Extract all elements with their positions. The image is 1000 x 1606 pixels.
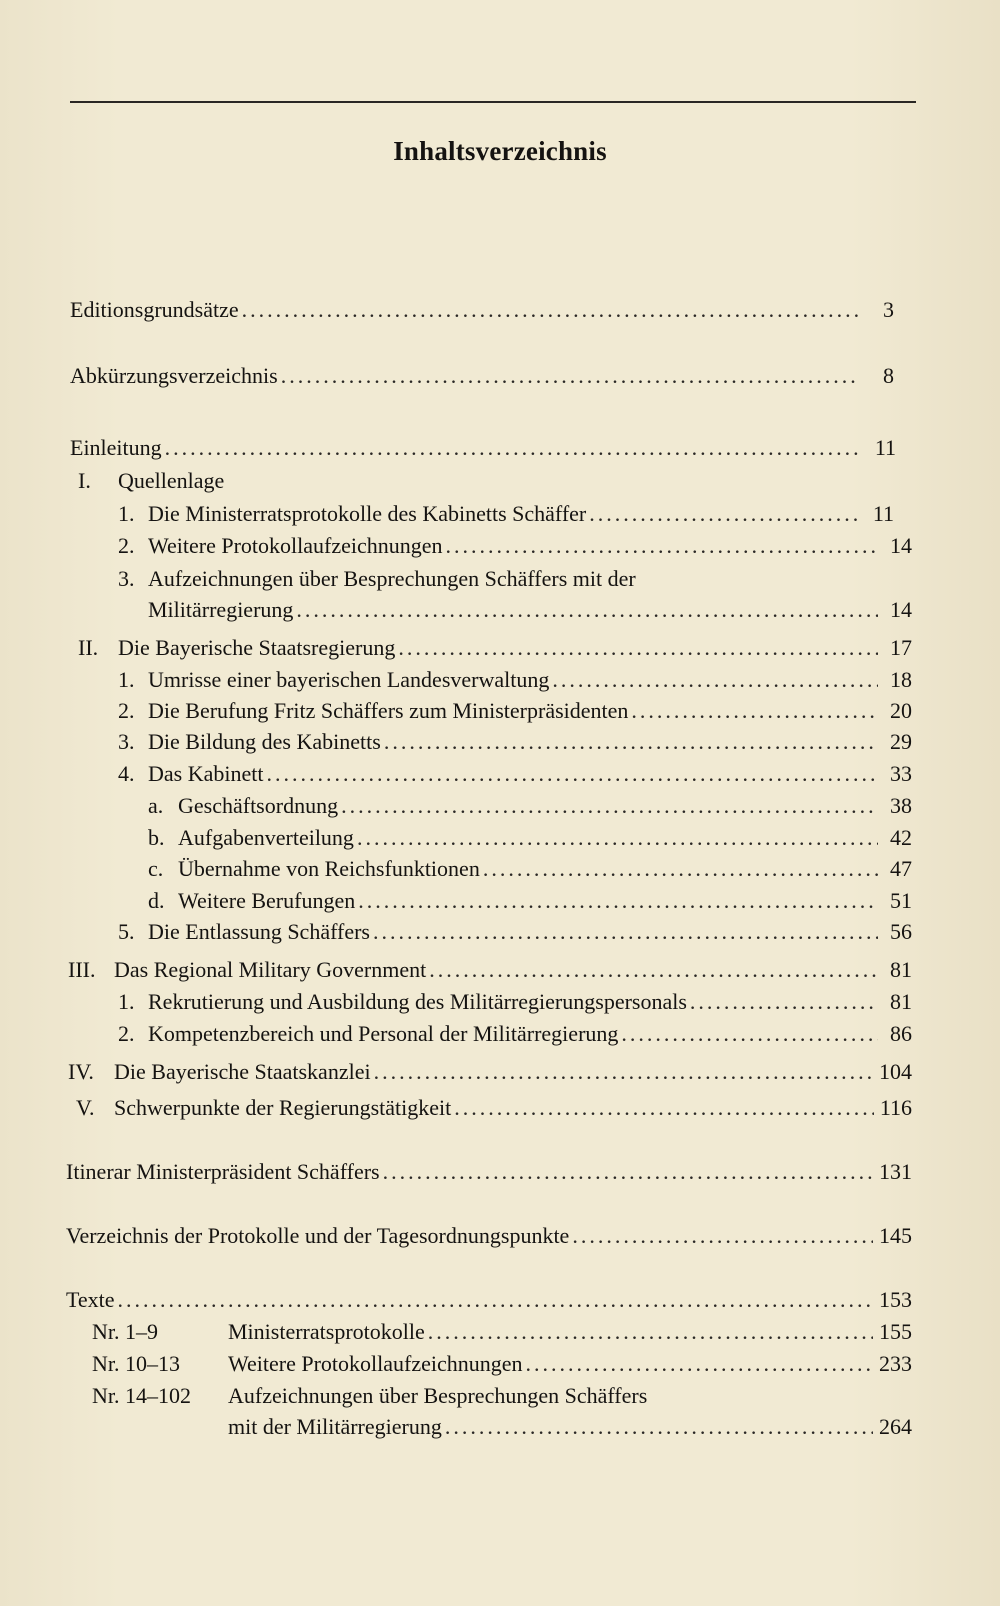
- toc-item-label: mit der Militärregierung: [228, 1414, 442, 1439]
- toc-entry-label: Editionsgrundsätze: [70, 297, 239, 322]
- leader-dots: [296, 596, 878, 624]
- leader-dots: [454, 1094, 874, 1122]
- toc-page-number: 145: [879, 1223, 912, 1248]
- toc-section-number: I.: [78, 468, 91, 493]
- toc-item-number: 1.: [118, 501, 135, 526]
- toc-subitem-letter: d.: [148, 888, 165, 913]
- toc-section-iv: [68, 1058, 912, 1086]
- leader-dots: [281, 362, 860, 390]
- leader-dots: [266, 760, 878, 788]
- toc-section-number: V.: [76, 1095, 95, 1120]
- toc-item-ii-1: [118, 666, 912, 694]
- toc-page-number: 11: [872, 501, 894, 526]
- toc-section-label: Die Bayerische Staatskanzlei: [114, 1059, 371, 1084]
- leader-dots: [446, 532, 878, 560]
- toc-item-label: Weitere Protokollaufzeichnungen: [148, 533, 443, 558]
- toc-item-number: 2.: [118, 698, 135, 723]
- leader-dots: [358, 887, 878, 915]
- toc-item-ii-4: [118, 760, 912, 788]
- toc-item-number: 1.: [118, 667, 135, 692]
- toc-page-number: 131: [879, 1159, 912, 1184]
- leader-dots: [690, 988, 878, 1016]
- toc-texte-item-2: [92, 1350, 912, 1378]
- toc-document-range: Nr. 1–9: [92, 1319, 158, 1344]
- toc-entry-verzeichnis-protokolle: [66, 1222, 912, 1250]
- toc-entry-label: Itinerar Ministerpräsident Schäffers: [66, 1159, 380, 1184]
- toc-section-number: IV.: [68, 1059, 94, 1084]
- leader-dots: [384, 728, 878, 756]
- toc-page-number: 264: [879, 1414, 912, 1439]
- leader-dots: [428, 1318, 873, 1346]
- toc-entry-label: Abkürzungsverzeichnis: [70, 363, 278, 388]
- leader-dots: [429, 956, 878, 984]
- toc-page-number: 233: [879, 1351, 912, 1376]
- toc-section-number: II.: [78, 635, 99, 660]
- toc-item-label: Umrisse einer bayerischen Landesverwaltung: [148, 667, 550, 692]
- toc-subitem-letter: a.: [148, 793, 164, 818]
- toc-item-label: Ministerratsprotokolle: [228, 1319, 425, 1344]
- toc-entry-einleitung: [70, 434, 896, 462]
- toc-document-range: Nr. 14–102: [92, 1383, 191, 1408]
- toc-texte-item-1: [92, 1318, 912, 1346]
- toc-page-number: 86: [890, 1021, 912, 1046]
- toc-item-label: Kompetenzbereich und Personal der Militärregierung: [148, 1021, 619, 1046]
- toc-texte-item-3-line2: [228, 1413, 912, 1441]
- leader-dots: [118, 1286, 873, 1314]
- leader-dots: [383, 1158, 873, 1186]
- toc-item-i-3-line1: [118, 565, 894, 593]
- toc-subitem-label: Geschäftsordnung: [178, 793, 339, 818]
- toc-page-number: 104: [879, 1059, 912, 1084]
- toc-subitem-label: Übernahme von Reichsfunktionen: [178, 856, 480, 881]
- toc-page-number: 38: [890, 793, 912, 818]
- toc-item-label: Das Kabinett: [148, 761, 264, 786]
- toc-section-i: [78, 467, 894, 495]
- toc-document-range: Nr. 10–13: [92, 1351, 180, 1376]
- toc-item-label: Weitere Protokollaufzeichnungen: [228, 1351, 523, 1376]
- toc-item-label: Die Ministerratsprotokolle des Kabinetts Schäffer: [148, 501, 587, 526]
- leader-dots: [242, 296, 860, 324]
- toc-subitem-label: Weitere Berufungen: [178, 888, 356, 913]
- toc-subitem-ii-4-c: [148, 855, 912, 883]
- leader-dots: [445, 1413, 873, 1441]
- toc-page-number: 81: [890, 957, 912, 982]
- leader-dots: [398, 634, 878, 662]
- toc-page-number: 56: [890, 919, 912, 944]
- toc-section-label: Die Bayerische Staatsregierung: [118, 635, 396, 660]
- toc-subitem-label: Aufgabenverteilung: [178, 825, 354, 850]
- leader-dots: [341, 792, 878, 820]
- leader-dots: [165, 434, 862, 462]
- leader-dots: [374, 1058, 873, 1086]
- toc-section-ii: [78, 634, 912, 662]
- toc-item-iii-2: [118, 1020, 912, 1048]
- toc-page-number: 42: [890, 825, 912, 850]
- toc-item-iii-1: [118, 988, 912, 1016]
- toc-item-i-2: [118, 532, 912, 560]
- leader-dots: [526, 1350, 873, 1378]
- toc-page-number: 17: [890, 635, 912, 660]
- toc-entry-label: Texte: [66, 1287, 115, 1312]
- toc-item-i-3-line2: [148, 596, 912, 624]
- toc-page-number: 47: [890, 856, 912, 881]
- leader-dots: [483, 855, 878, 883]
- toc-page-number: 3: [883, 297, 894, 322]
- toc-item-ii-2: [118, 697, 912, 725]
- toc-item-number: 5.: [118, 919, 135, 944]
- toc-page-number: 153: [879, 1287, 912, 1312]
- toc-subitem-letter: b.: [148, 825, 165, 850]
- toc-page-number: 29: [890, 729, 912, 754]
- toc-section-label: Das Regional Military Government: [114, 957, 427, 982]
- toc-page-number: 14: [890, 533, 912, 558]
- toc-entry-label: Einleitung: [70, 435, 162, 460]
- toc-page-number: 11: [874, 435, 896, 460]
- toc-item-label: Militärregierung: [148, 597, 294, 622]
- toc-entry-texte: [66, 1286, 912, 1314]
- toc-item-ii-5: [118, 918, 912, 946]
- toc-page-number: 18: [890, 667, 912, 692]
- toc-page-number: 33: [890, 761, 912, 786]
- toc-subitem-ii-4-b: [148, 824, 912, 852]
- toc-texte-item-3-line1: [92, 1382, 912, 1410]
- toc-item-number: 1.: [118, 989, 135, 1014]
- toc-section-iii: [68, 956, 912, 984]
- page-title: Inhaltsverzeichnis: [393, 136, 607, 166]
- toc-item-number: 4.: [118, 761, 135, 786]
- toc-entry-label: Verzeichnis der Protokolle und der Tagesordnungspunkte: [66, 1223, 570, 1248]
- toc-item-label: Rekrutierung und Ausbildung des Militärregierungspersonals: [148, 989, 687, 1014]
- toc-item-i-1: [118, 500, 894, 528]
- toc-section-v: [76, 1094, 912, 1122]
- toc-page-number: 116: [879, 1095, 912, 1120]
- toc-item-label: Die Berufung Fritz Schäffers zum Ministerpräsidenten: [148, 698, 629, 723]
- toc-item-ii-3: [118, 728, 912, 756]
- leader-dots: [572, 1222, 873, 1250]
- toc-item-label-line1: Aufzeichnungen über Besprechungen Schäffers: [228, 1383, 648, 1408]
- toc-item-label: Die Entlassung Schäffers: [148, 919, 370, 944]
- toc-page-number: 8: [883, 363, 894, 388]
- toc-section-label: Schwerpunkte der Regierungstätigkeit: [114, 1095, 452, 1120]
- leader-dots: [357, 824, 878, 852]
- toc-item-number: 2.: [118, 1021, 135, 1046]
- toc-page-number: 20: [890, 698, 912, 723]
- toc-subitem-ii-4-a: [148, 792, 912, 820]
- toc-item-label-line1: Aufzeichnungen über Besprechungen Schäffers mit der: [148, 566, 636, 591]
- leader-dots: [621, 1020, 878, 1048]
- toc-item-number: 2.: [118, 533, 135, 558]
- leader-dots: [373, 918, 878, 946]
- leader-dots: [631, 697, 878, 725]
- toc-entry-itinerar: [66, 1158, 912, 1186]
- leader-dots: [552, 666, 878, 694]
- toc-item-number: 3.: [118, 566, 135, 591]
- toc-entry-abkuerzungsverzeichnis: [70, 362, 894, 390]
- leader-dots: [589, 500, 860, 528]
- toc-section-number: III.: [68, 957, 96, 982]
- toc-page-number: 14: [890, 597, 912, 622]
- toc-entry-editionsgrundsaetze: [70, 296, 894, 324]
- toc-subitem-letter: c.: [148, 856, 164, 881]
- toc-subitem-ii-4-d: [148, 887, 912, 915]
- toc-section-label: Quellenlage: [118, 468, 225, 493]
- toc-page-number: 81: [890, 989, 912, 1014]
- toc-page-number: 155: [879, 1319, 912, 1344]
- toc-page-number: 51: [890, 888, 912, 913]
- toc-item-label: Die Bildung des Kabinetts: [148, 729, 381, 754]
- toc-item-number: 3.: [118, 729, 135, 754]
